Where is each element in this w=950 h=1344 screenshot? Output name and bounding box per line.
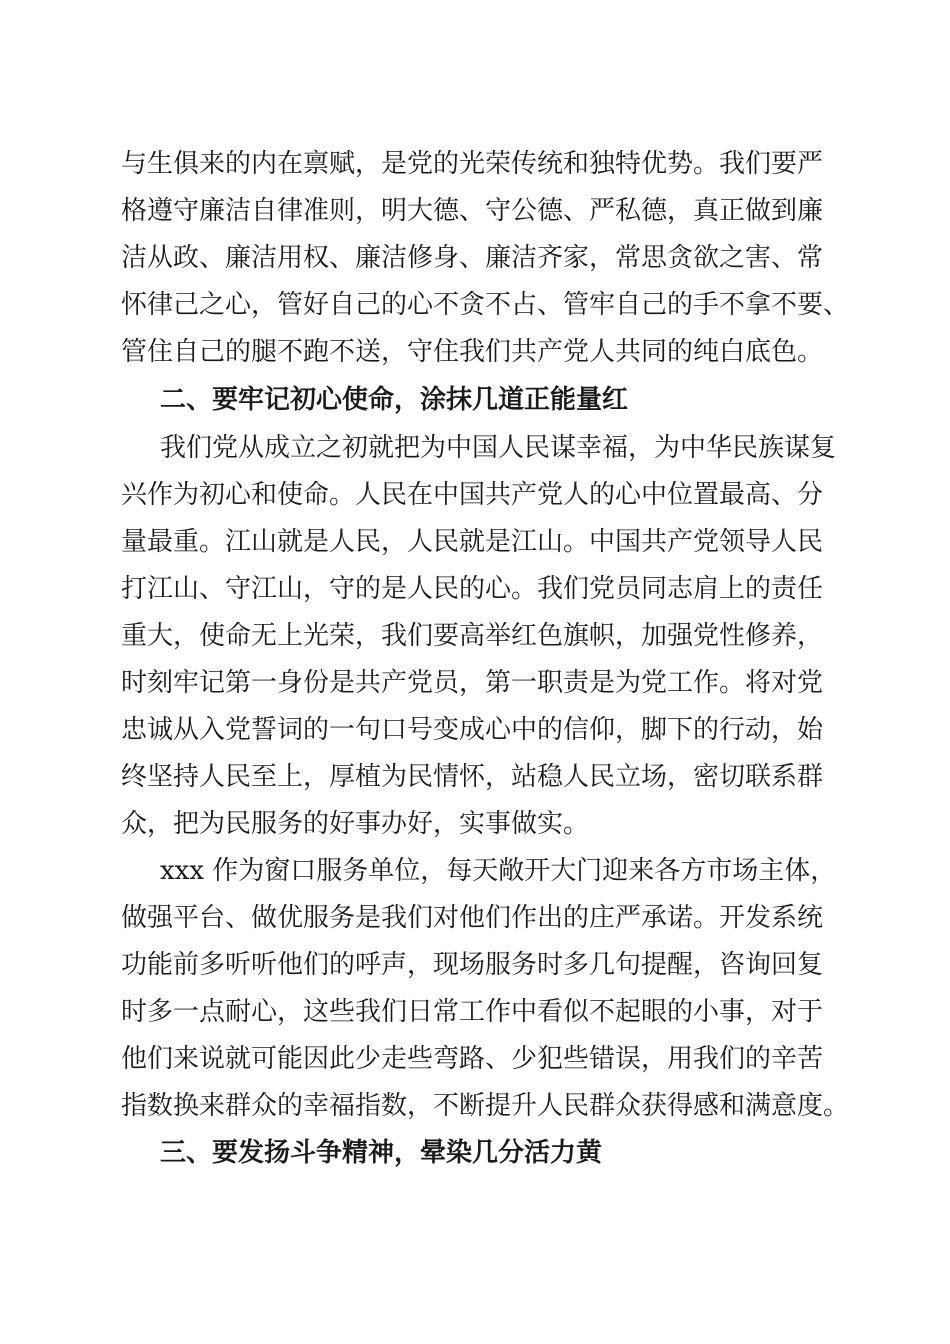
- document-page: 与生俱来的内在禀赋，是党的光荣传统和独特优势。我们要严 格遵守廉洁自律准则，明大德、守公德、严私德，真正做到廉 洁从政、廉洁用权、廉洁修身、廉洁齐家，常思贪欲之害、常 怀律己之心，管好自己的心不贪不占、管牢自己的手不拿不要、 管住自己的腿不跑不送，守住我们共产党人共同的纯白底色。 二、要牢记初心使命，涂抹几道正能量红 我们党从成立之初就把为中国人民谋幸福，为中华民族谋复 兴作为初心和使命。人民在中国共产党人的心中位置最高、分 量最重。江山就是人民，人民就是江山。中国共产党领导人民 打江山、守江山，守的是人民的心。我们党员同志肩上的责任 重大，使命无上光荣，我们要高举红色旗帜，加强党性修养， 时刻牢记第一身份是共产党员，第一职责是为党工作。将对党 忠诚从入党誓词的一句口号变成心中的信仰，脚下的行动，始 终坚持人民至上，厚植为民情怀，站稳人民立场，密切联系群 众，把为民服务的好事办好，实事做实。 xxx 作为窗口服务单位，每天敞开大门迎来各方市场主体， 做强平台、做优服务是我们对他们作出的庄严承诺。开发系统 功能前多听听他们的呼声，现场服务时多几句提醒，咨询回复 时多一点耐心，这些我们日常工作中看似不起眼的小事，对于 他们来说就可能因此少走些弯路、少犯些错误，用我们的辛苦 指数换来群众的幸福指数，不断提升人民群众获得感和满意度。 三、要发扬斗争精神，晕染几分活力黄: [121, 149, 850, 1168]
